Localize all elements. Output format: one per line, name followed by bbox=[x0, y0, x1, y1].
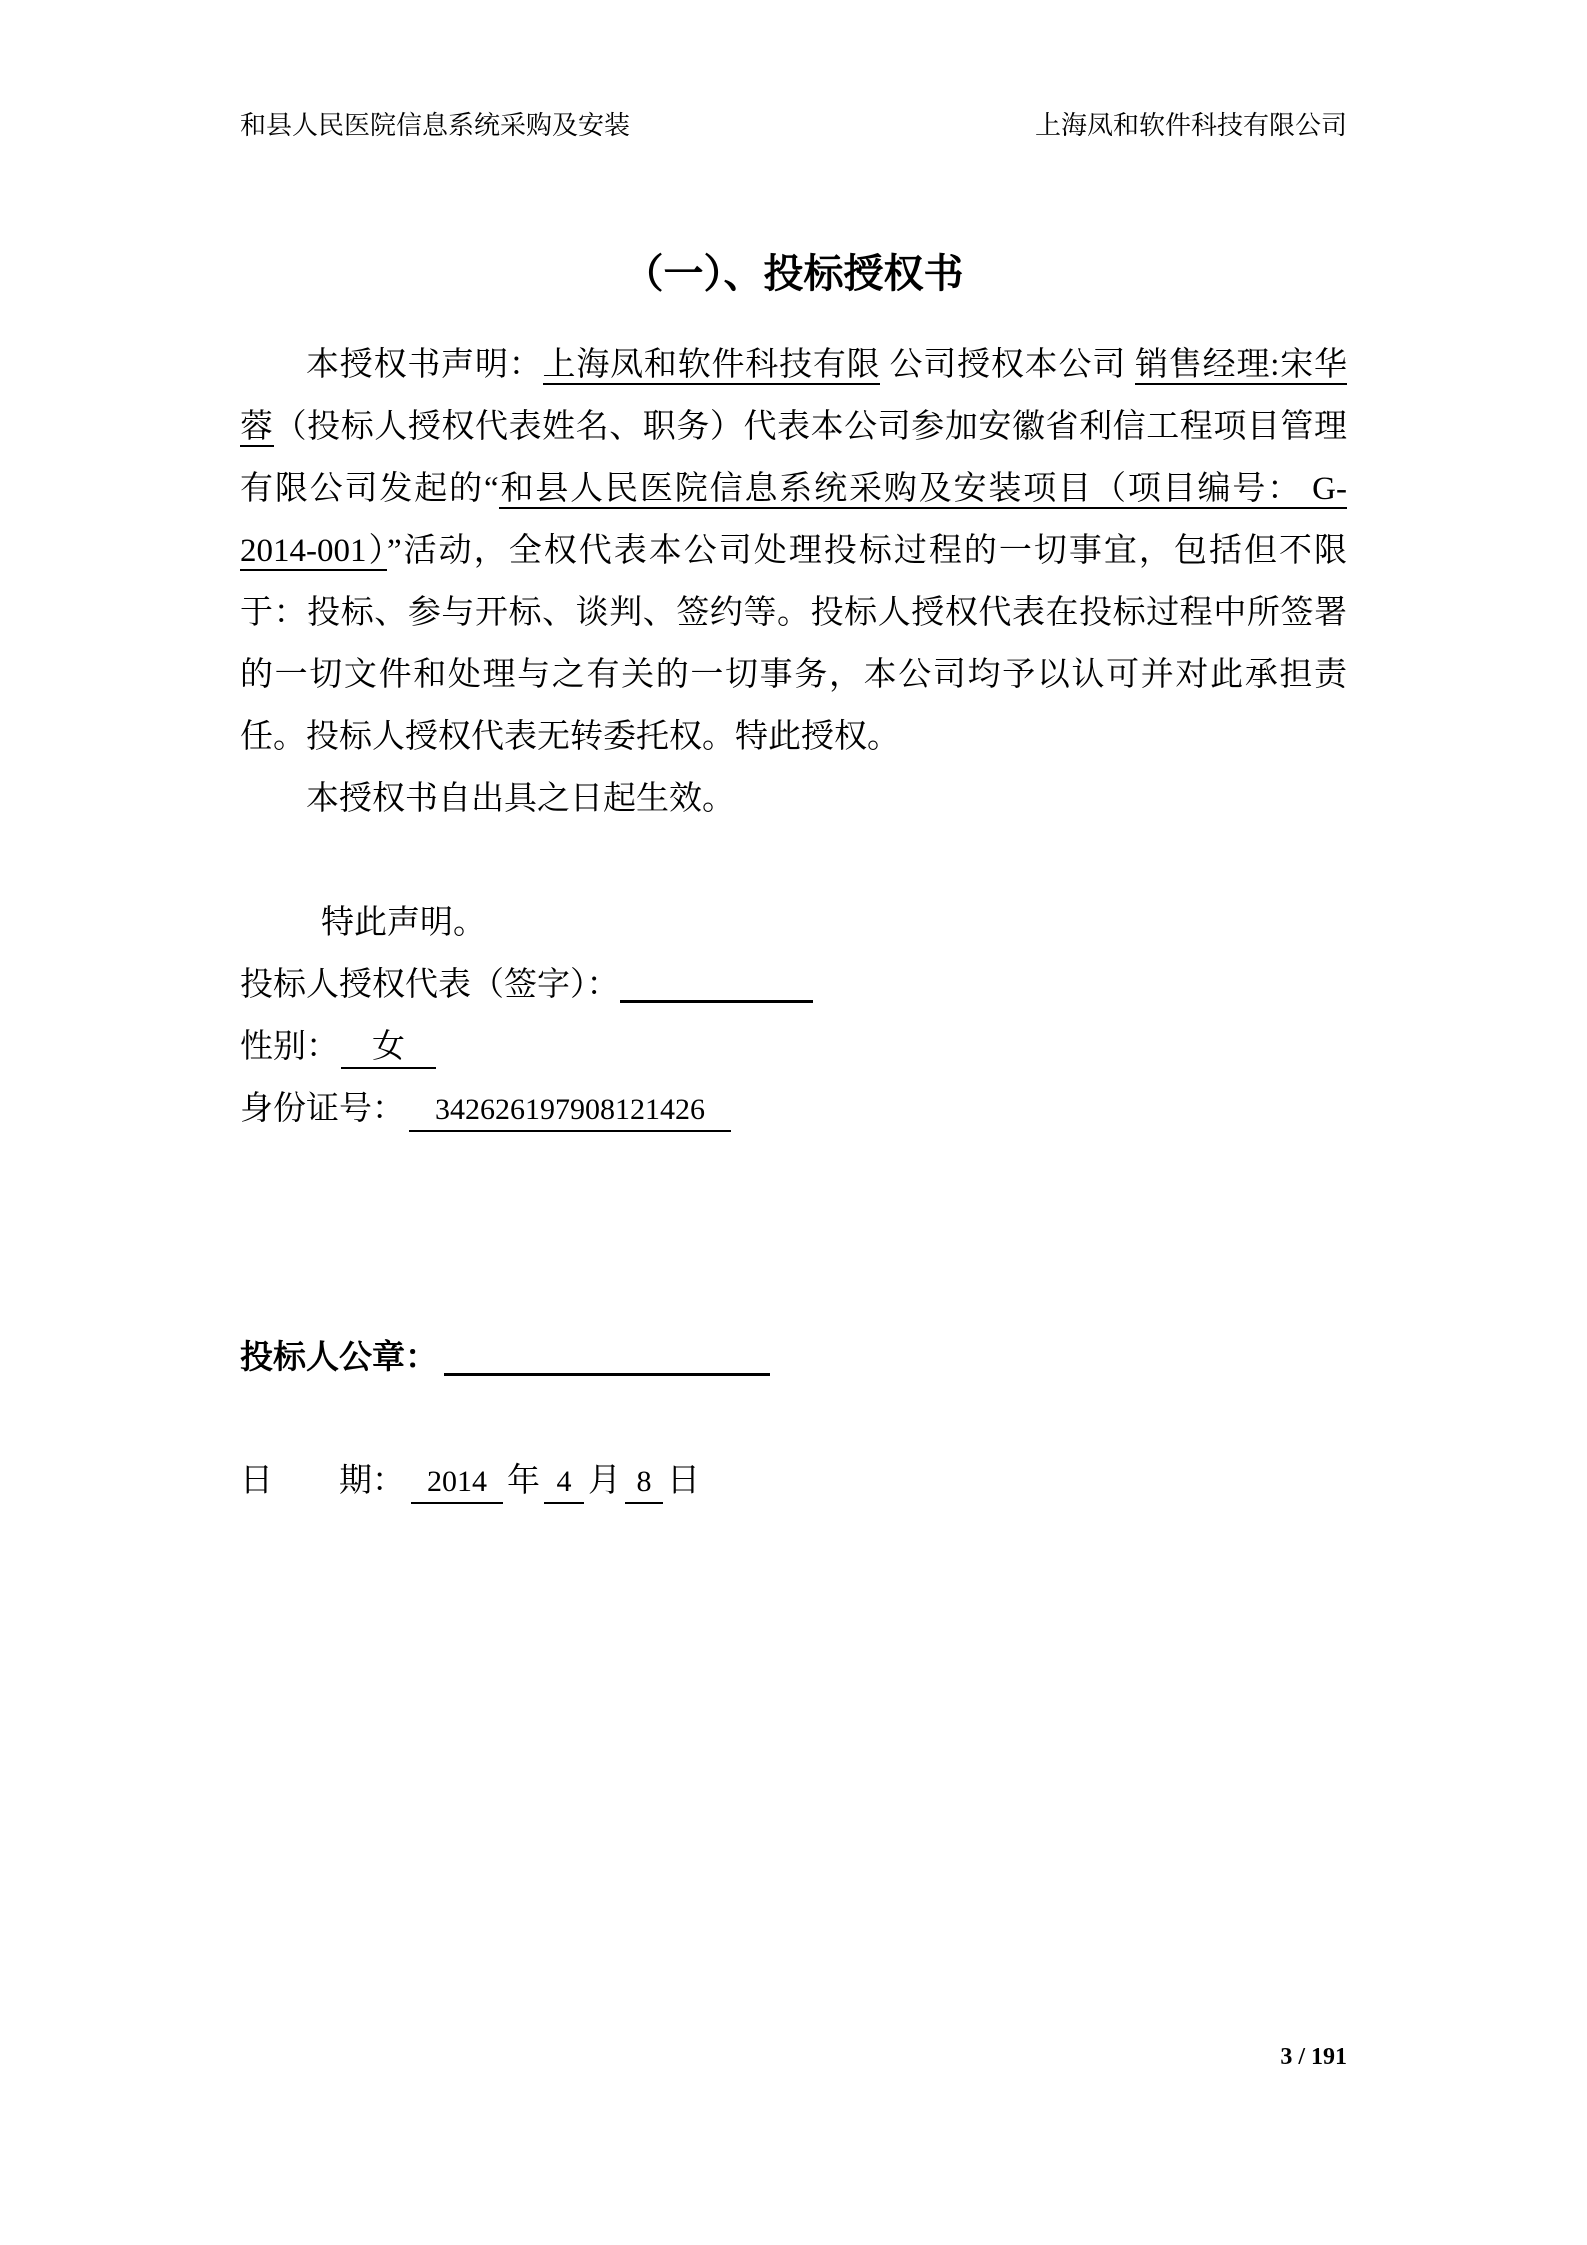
rep-signature-line bbox=[240, 954, 1347, 1016]
text-segment: 本授权书声明： bbox=[306, 347, 543, 383]
document-body bbox=[240, 334, 1347, 1512]
date-day-blank bbox=[625, 1462, 663, 1504]
underlined-text-segment: 上海凤和软件科技有限 bbox=[542, 347, 881, 383]
sex-value-blank bbox=[341, 1027, 436, 1069]
date-year-value: 2014 bbox=[427, 1465, 487, 1498]
text-segment: 公司授权本公司 bbox=[880, 347, 1136, 383]
date-month-blank bbox=[544, 1462, 584, 1504]
doc-title: （一）、投标授权书 bbox=[623, 252, 964, 296]
sex-line bbox=[240, 1016, 1347, 1078]
text-segment: （投标人授权代表姓名、职务）代表本公司参加安徽省利信工程项目管理有限公司发起的“ bbox=[240, 409, 1347, 507]
page-number: 3 / 191 bbox=[1280, 2044, 1347, 2070]
id-value-blank bbox=[409, 1090, 731, 1132]
authorization-paragraph bbox=[240, 334, 1347, 768]
date-year-unit: 年 bbox=[507, 1463, 540, 1499]
rep-signature-label: 投标人授权代表（签字）： bbox=[240, 967, 620, 1003]
date-day-value: 8 bbox=[636, 1465, 652, 1498]
sex-value: 女 bbox=[372, 1029, 405, 1065]
date-line bbox=[240, 1450, 1347, 1512]
header-left-text: 和县人民医院信息系统采购及安装 bbox=[240, 111, 631, 140]
seal-line bbox=[240, 1326, 1347, 1388]
date-month-unit: 月 bbox=[588, 1463, 621, 1499]
date-day-unit: 日 bbox=[667, 1463, 700, 1499]
date-year-blank bbox=[411, 1462, 503, 1504]
id-value: 342626197908121426 bbox=[435, 1093, 705, 1126]
id-label: 身份证号： bbox=[240, 1091, 405, 1127]
date-label: 日 期： bbox=[240, 1463, 405, 1499]
header-right-text: 上海凤和软件科技有限公司 bbox=[1034, 111, 1347, 140]
sex-label: 性别： bbox=[240, 1029, 339, 1065]
signature-blank-line bbox=[620, 992, 813, 1003]
underlined-text-segment: 销售经理:宋华蓉 bbox=[240, 347, 1348, 445]
effective-paragraph: 本授权书自出具之日起生效。 bbox=[306, 781, 735, 817]
date-month-value: 4 bbox=[556, 1465, 572, 1498]
underlined-text-segment: 和县人民医院信息系统采购及安装项目（项目编号： G-2014-001） bbox=[240, 471, 1347, 569]
text-segment: ”活动，全权代表本公司处理投标过程的一切事宜，包括但不限于：投标、参与开标、谈判、签约等。投标人授权代表在投标过程中所签署的一切文件和处理与之有关的一切事务，本公司均予以认可并对此承担责任。投标人授权代表无转委托权。特此授权。 bbox=[240, 533, 1347, 755]
seal-label: 投标人公章： bbox=[240, 1338, 438, 1375]
page-header bbox=[240, 110, 1347, 141]
declaration-line: 特此声明。 bbox=[321, 905, 486, 941]
id-line bbox=[240, 1078, 1347, 1140]
seal-blank-line bbox=[444, 1365, 770, 1376]
